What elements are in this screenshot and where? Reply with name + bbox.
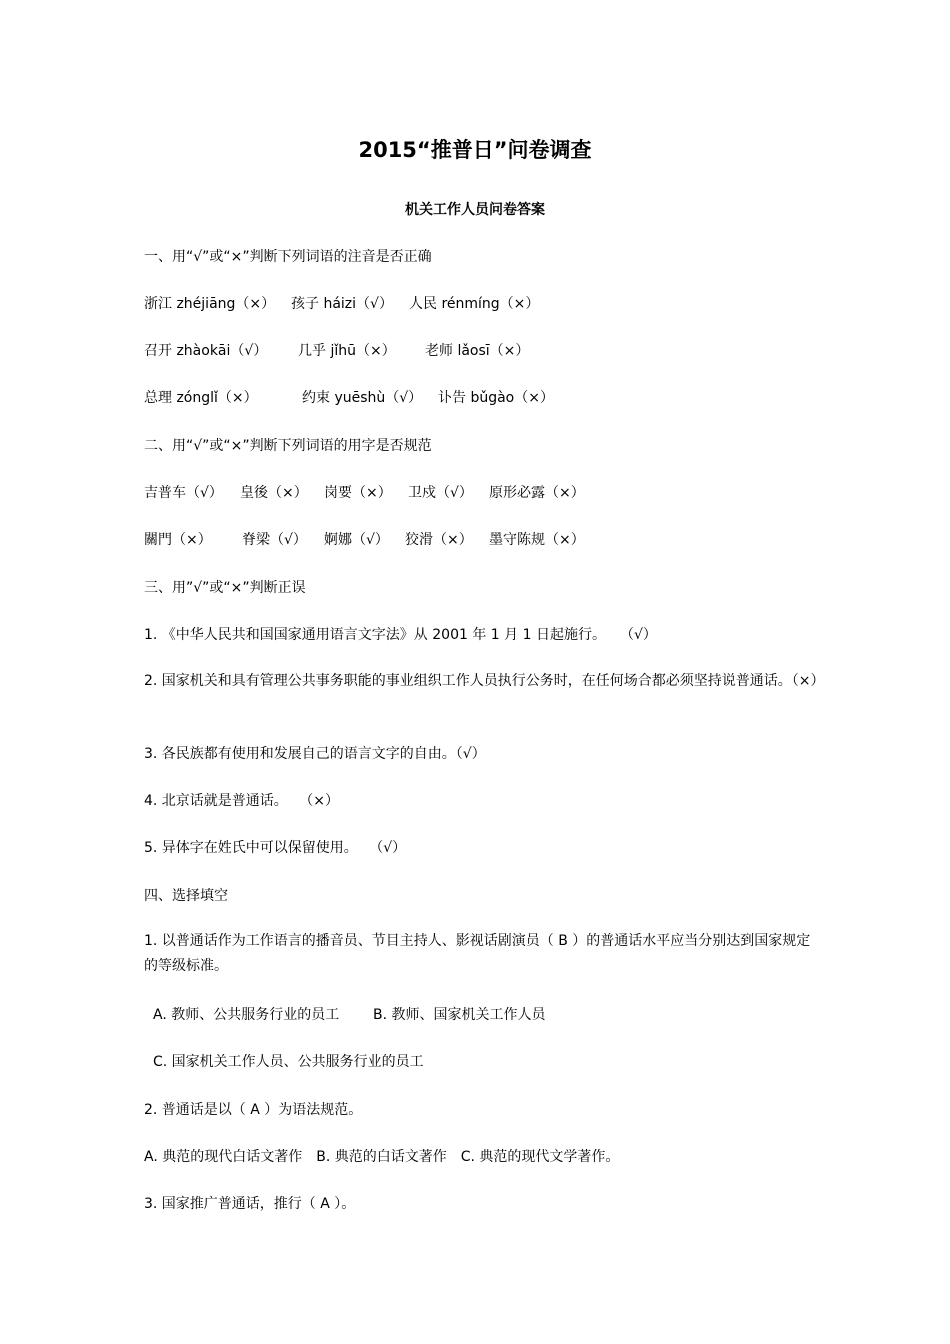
pinyin-item: 召开 zhàokāi（√）: [144, 343, 268, 359]
pinyin-item: 约束 yuēshù（√）: [302, 390, 423, 406]
section-4-heading: 四、选择填空: [144, 888, 228, 904]
document-subtitle: 机关工作人员问卷答案: [405, 202, 545, 218]
pinyin-item: 总理 zónglǐ（×）: [144, 390, 258, 406]
pinyin-item: 老师 lǎosī（×）: [425, 343, 530, 359]
section-2-row: [144, 529, 824, 551]
section-1-heading: 一、用“√”或“×”判断下列词语的注音是否正确: [144, 249, 432, 265]
word-item: 脊梁（√）: [242, 532, 307, 548]
judgement-item: 3. 各民族都有使用和发展自己的语言文字的自由。（√）: [144, 746, 486, 762]
word-item: 婀娜（√）: [324, 532, 389, 548]
word-item: 皇後（×）: [240, 485, 308, 501]
judgement-item: 4. 北京话就是普通话。 （×）: [144, 793, 339, 809]
section-1-row: [144, 293, 824, 315]
option-b: B. 教师、国家机关工作人员: [373, 1007, 546, 1023]
section-1-row: [144, 387, 824, 409]
word-item: 原形必露（×）: [489, 485, 585, 501]
word-item: 狡滑（×）: [405, 532, 473, 548]
question-2-options: A. 典范的现代白话文著作 B. 典范的白话文著作 C. 典范的现代文学著作。: [144, 1149, 620, 1165]
word-item: 卫戍（√）: [408, 485, 473, 501]
question-1: 1. 以普通话作为工作语言的播音员、节目主持人、影视话剧演员（ B ）的普通话水平应当分别达到国家规定的等级标准。: [144, 933, 811, 974]
pinyin-item: 讣告 bǔgào（×）: [438, 390, 554, 406]
pinyin-item: 孩子 háizi（√）: [291, 296, 393, 312]
pinyin-item: 浙江 zhéjiāng（×）: [144, 296, 276, 312]
section-2-heading: 二、用“√”或“×”判断下列词语的用字是否规范: [144, 438, 432, 454]
section-3-heading: 三、用”√”或“×”判断正误: [144, 580, 306, 596]
question-2: 2. 普通话是以（ A ）为语法规范。: [144, 1102, 363, 1118]
word-item: 關門（×）: [144, 532, 212, 548]
pinyin-item: 人民 rénmíng（×）: [409, 296, 540, 312]
document-title: 2015“推普日”问卷调查: [358, 138, 592, 162]
judgement-item: 1. 《中华人民共和国国家通用语言文字法》从 2001 年 1 月 1 日起施行。 （√）: [144, 627, 657, 643]
judgement-item: 5. 异体字在姓氏中可以保留使用。 （√）: [144, 840, 407, 856]
pinyin-item: 几乎 jǐhū（×）: [298, 343, 396, 359]
judgement-item: 2. 国家机关和具有管理公共事务职能的事业组织工作人员执行公务时，在任何场合都必须坚持说普通话。（×）: [144, 673, 825, 689]
word-item: 岗要（×）: [324, 485, 392, 501]
word-item: 墨守陈规（×）: [489, 532, 585, 548]
question-1-options: [144, 1004, 824, 1026]
word-item: 吉普车（√）: [144, 485, 223, 501]
option-c: C. 国家机关工作人员、公共服务行业的员工: [153, 1054, 424, 1070]
section-2-row: [144, 482, 824, 504]
question-3: 3. 国家推广普通话，推行（ A ）。: [144, 1196, 356, 1212]
section-1-row: [144, 340, 824, 362]
option-a: A. 教师、公共服务行业的员工: [153, 1007, 340, 1023]
